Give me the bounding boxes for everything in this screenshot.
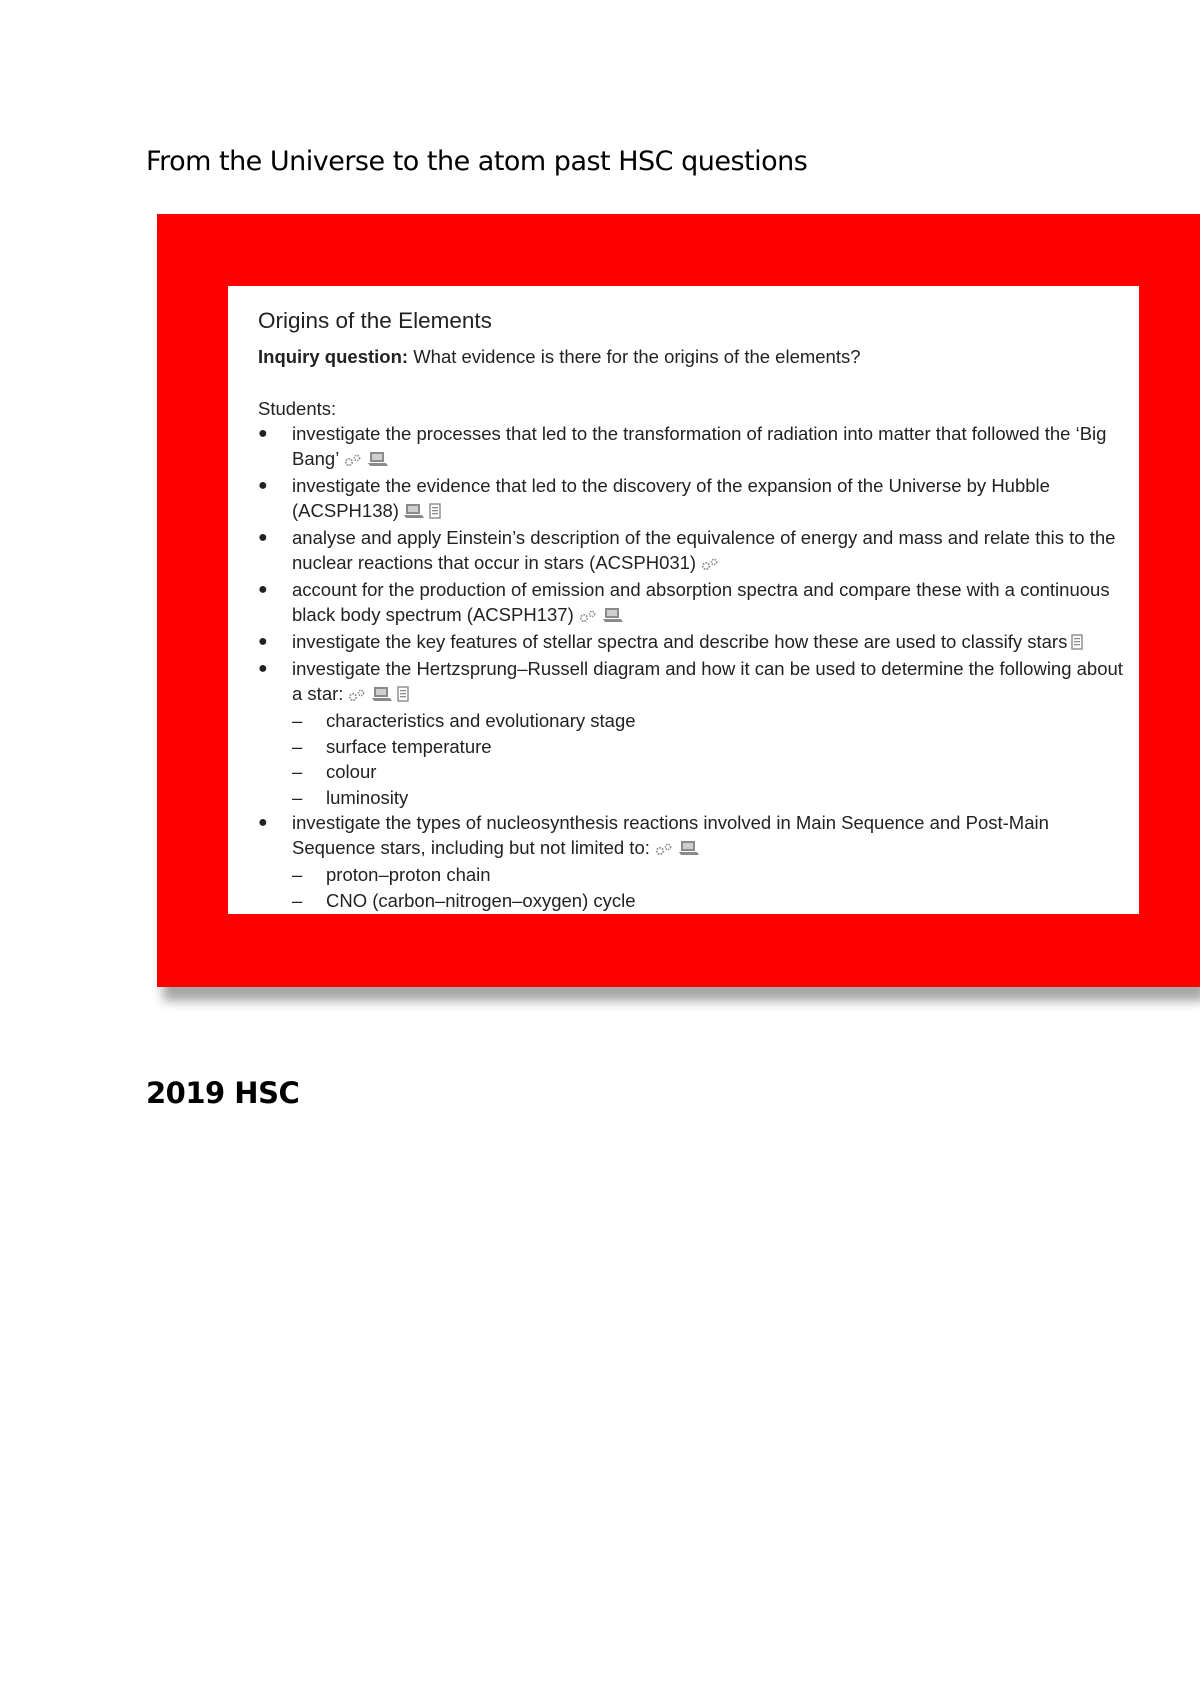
bullet: ● <box>258 529 268 546</box>
inquiry-question <box>258 346 861 368</box>
dash: – <box>292 761 303 782</box>
bullet: ● <box>258 814 268 831</box>
outcome-item <box>258 525 1128 577</box>
sub-item <box>292 734 1128 760</box>
ict-icon <box>602 604 624 629</box>
students-label: Students: <box>258 398 337 419</box>
outcome-text: investigate the evidence that led to the discovery of the expansion of the Universe by Hubble (ACSPH138) <box>292 475 1050 521</box>
syllabus-screenshot-frame <box>157 214 1200 987</box>
outcome-text: investigate the Hertzsprung–Russell diagram and how it can be used to determine the following about a star: <box>292 658 1123 704</box>
sub-item-text: proton–proton chain <box>326 864 491 885</box>
section-heading: 2019 HSC <box>146 1076 300 1110</box>
sub-list <box>292 862 1128 913</box>
sub-item <box>292 759 1128 785</box>
sub-item <box>292 862 1128 888</box>
critical-thinking-icon <box>578 604 598 629</box>
inquiry-label: Inquiry question: <box>258 346 409 367</box>
sub-item-text: CNO (carbon–nitrogen–oxygen) cycle <box>326 889 636 911</box>
sub-item-text: characteristics and evolutionary stage <box>326 710 636 731</box>
outcome-item <box>258 656 1128 810</box>
literacy-icon <box>1071 631 1083 656</box>
outcome-text: analyse and apply Einstein’s description of the equivalence of energy and mass and relate this to the nuclear reactions that occur in stars (ACSPH031) <box>292 527 1116 573</box>
sub-item-text: colour <box>326 761 377 782</box>
ict-icon <box>367 448 389 473</box>
critical-thinking-icon <box>654 837 674 862</box>
literacy-icon <box>429 500 441 525</box>
dash: – <box>292 710 303 731</box>
critical-thinking-icon <box>343 448 363 473</box>
dash: – <box>292 735 303 757</box>
sub-list <box>292 708 1128 810</box>
outcome-text: investigate the processes that led to the transformation of radiation into matter that followed the ‘Big Bang’ <box>292 423 1107 469</box>
outcome-item <box>258 473 1128 525</box>
dash: – <box>292 786 303 808</box>
outcome-text: investigate the types of nucleosynthesis reactions involved in Main Sequence and Post-Main Sequence stars, including but not limited to: <box>292 812 1049 858</box>
outcome-item <box>258 810 1128 913</box>
outcome-item <box>258 421 1128 473</box>
sub-item-text: surface temperature <box>326 735 492 757</box>
syllabus-excerpt <box>228 286 1139 914</box>
literacy-icon <box>397 683 409 708</box>
bullet: ● <box>258 660 268 677</box>
sub-item <box>292 785 1128 811</box>
ict-icon <box>371 683 393 708</box>
dash: – <box>292 864 303 885</box>
sub-item <box>292 888 1128 914</box>
critical-thinking-icon <box>347 683 367 708</box>
ict-icon <box>678 837 700 862</box>
sub-item-text: luminosity <box>326 786 409 808</box>
outcome-text: account for the production of emission and absorption spectra and compare these with a continuous black body spectrum (ACSPH137) <box>292 579 1110 625</box>
bullet: ● <box>258 581 268 598</box>
bullet: ● <box>258 425 268 442</box>
bullet: ● <box>258 633 268 650</box>
dash: – <box>292 889 303 911</box>
ict-icon <box>403 500 425 525</box>
critical-thinking-icon <box>700 552 720 577</box>
sub-item <box>292 708 1128 734</box>
document-title: From the Universe to the atom past HSC questions <box>146 146 808 177</box>
outcomes-list <box>258 421 1128 913</box>
syllabus-heading: Origins of the Elements <box>258 308 492 333</box>
outcome-item <box>258 577 1128 629</box>
outcome-item <box>258 629 1128 656</box>
bullet: ● <box>258 477 268 494</box>
inquiry-text: What evidence is there for the origins of the elements? <box>413 346 861 367</box>
outcome-text: investigate the key features of stellar spectra and describe how these are used to classify stars <box>292 631 1068 652</box>
